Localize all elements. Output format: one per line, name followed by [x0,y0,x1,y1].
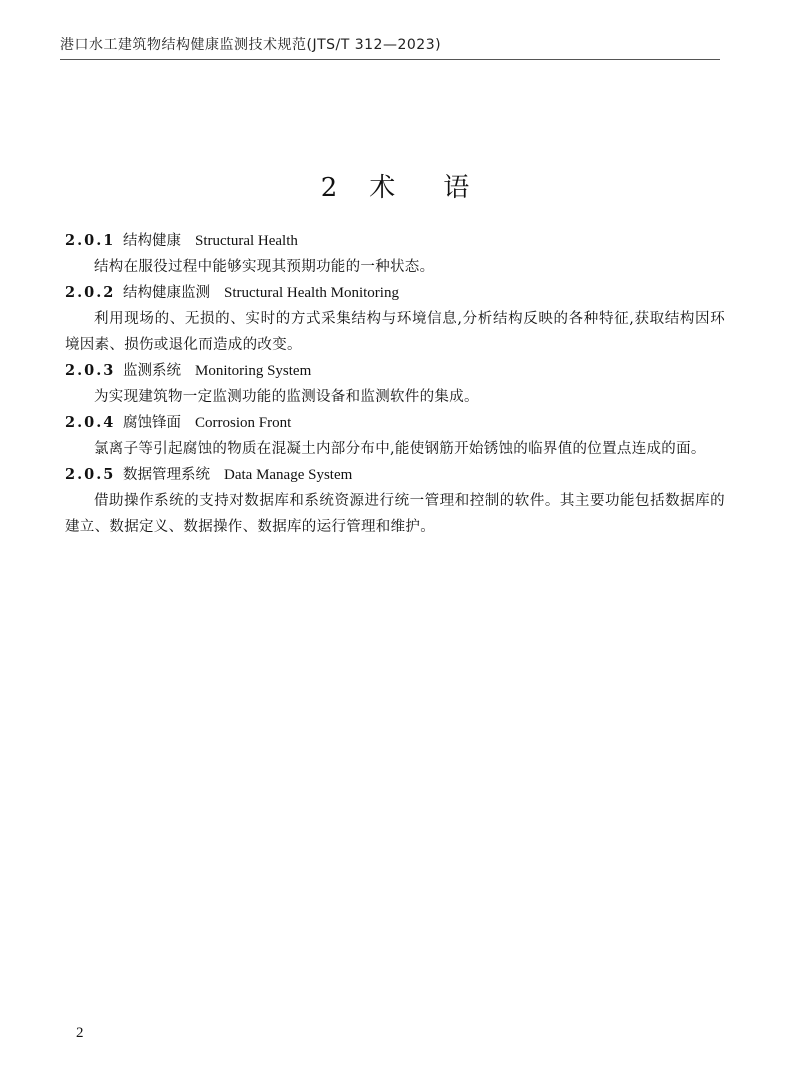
term-heading [65,410,725,436]
term-english: Data Manage System [224,467,353,483]
term-english: Structural Health [195,233,298,249]
term-entry [65,280,725,358]
term-chinese: 监测系统 [123,363,181,379]
term-chinese: 腐蚀锋面 [123,415,181,431]
term-english: Structural Health Monitoring [224,285,399,301]
term-heading [65,462,725,488]
term-number: 2.0.1 [65,232,116,249]
term-heading [65,280,725,306]
term-number: 2.0.2 [65,284,116,301]
term-definition: 利用现场的、无损的、实时的方式采集结构与环境信息,分析结构反映的各种特征,获取结构因环境因素、损伤或退化而造成的改变。 [65,311,725,353]
term-number: 2.0.5 [65,466,116,483]
term-entry [65,410,725,462]
term-heading [65,228,725,254]
chapter-title-char-2: 语 [443,173,470,203]
term-entry [65,358,725,410]
term-entry [65,462,725,540]
term-chinese: 结构健康监测 [123,285,210,301]
page-number: 2 [76,1025,84,1041]
term-definition: 氯离子等引起腐蚀的物质在混凝土内部分布中,能使钢筋开始锈蚀的临界值的位置点连成的面。 [94,441,706,457]
chapter-number: 2 [320,173,338,203]
chapter-title [0,170,790,206]
term-number: 2.0.3 [65,362,116,379]
term-definition: 借助操作系统的支持对数据库和系统资源进行统一管理和控制的软件。其主要功能包括数据库的建立、数据定义、数据操作、数据库的运行管理和维护。 [65,493,725,535]
term-english: Corrosion Front [195,415,292,431]
term-english: Monitoring System [195,363,312,379]
term-definition: 结构在服役过程中能够实现其预期功能的一种状态。 [94,259,435,275]
term-heading [65,358,725,384]
term-entry [65,228,725,280]
chapter-title-char-1: 术 [369,173,396,203]
term-number: 2.0.4 [65,414,116,431]
term-chinese: 数据管理系统 [123,467,210,483]
header-rule [60,59,720,60]
term-list [65,228,725,540]
term-definition: 为实现建筑物一定监测功能的监测设备和监测软件的集成。 [94,389,479,405]
term-chinese: 结构健康 [123,233,181,249]
running-header: 港口水工建筑物结构健康监测技术规范(JTS/T 312—2023) [60,37,442,53]
